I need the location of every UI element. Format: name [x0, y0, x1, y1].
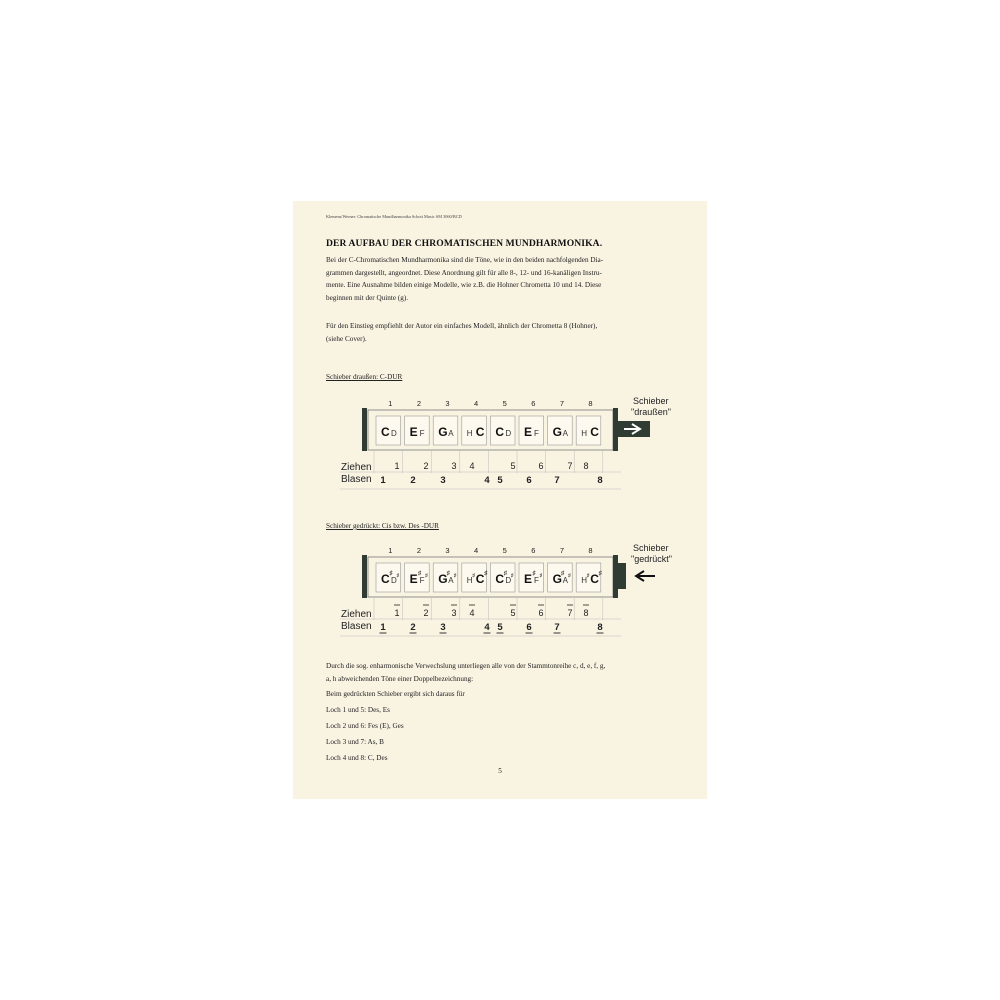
d2-sharp-sign: ♯	[561, 570, 565, 577]
d1-draw-note: F	[534, 429, 539, 438]
d2-sharp-sign: ♯	[389, 570, 393, 577]
d2-slider-label: Schieber	[633, 543, 669, 553]
d2-blow-note: C	[590, 572, 599, 586]
d1-draw-note: A	[562, 429, 568, 438]
d1-draw-note: D	[505, 429, 512, 438]
d2-draw-note: F	[419, 576, 425, 585]
d2-blow-note: G	[438, 572, 448, 586]
d1-draw-note: A	[448, 429, 454, 438]
d2-sharp-sign: ♯	[586, 573, 590, 579]
d2-blasen-label: Blasen	[341, 621, 372, 632]
d2-hole-number: 1	[388, 546, 393, 555]
d1-hole-number: 5	[502, 399, 507, 408]
enharmonic-line: Durch die sog. enharmonische Verwechslung unterliegen alle von der Stammtonreihe c, d, e, f, g,	[326, 662, 606, 670]
d1-slider-label: Schieber	[633, 396, 669, 406]
d2-blasen-number: 2	[410, 622, 416, 633]
d2-sharp-sign: ♯	[503, 570, 508, 577]
d2-sharp-sign: ♯	[598, 570, 602, 577]
d2-hole-number: 5	[502, 546, 507, 555]
d2-ziehen-number: 8	[583, 608, 589, 618]
d2-hole-number: 6	[531, 546, 536, 555]
d2-blow-note: C	[475, 572, 485, 586]
d1-blow-note: C	[495, 425, 505, 439]
d2-hole-number: 4	[474, 546, 479, 555]
d2-draw-note: F	[534, 576, 539, 585]
d2-blow-note: E	[524, 572, 533, 586]
holes-list-item: Loch 3 und 7: As, B	[326, 738, 384, 746]
d1-hole-number: 7	[559, 399, 564, 408]
d2-blow-note: C	[381, 572, 390, 586]
d2-ziehen-number: 5	[510, 608, 516, 618]
d2-blasen-number: 5	[497, 622, 503, 633]
pressed-intro: Beim gedrückten Schieber ergibt sich daraus für	[326, 690, 465, 698]
d2-blasen-number: 4	[484, 622, 490, 633]
d1-blow-note: G	[438, 425, 448, 439]
recommend-line: Für den Einstieg empfiehlt der Autor ein einfaches Modell, ähnlich der Chrometta 8 (Hohner),	[326, 322, 598, 330]
d2-ziehen-number: 3	[451, 608, 457, 618]
d2-draw-note: H	[581, 576, 587, 585]
harmonica-diagram-c-dur	[293, 391, 707, 501]
diagram2-label: Schieber gedrückt: Cis bzw. Des -DUR	[326, 522, 439, 530]
page-number: 5	[498, 767, 502, 775]
d1-blasen-number: 3	[440, 475, 446, 486]
d1-blow-note: G	[552, 425, 562, 439]
d1-blasen-label: Blasen	[341, 474, 372, 485]
d1-slider-label: "draußen"	[631, 407, 671, 417]
intro-line: beginnen mit der Quinte (g).	[326, 293, 409, 302]
d2-hole-number: 8	[588, 546, 593, 555]
d1-draw-note: H	[581, 429, 587, 438]
d2-ziehen-number: 1	[394, 608, 400, 618]
d2-right-end-bar	[613, 555, 618, 598]
d1-draw-note: F	[419, 429, 425, 438]
d1-draw-note: H	[466, 429, 473, 438]
running-header: Klemens/Werner: Chromatische Mundharmonika Schott Music SM 3060/BCD	[326, 214, 462, 219]
d2-ziehen-number: 7	[567, 608, 573, 618]
d2-sharp-sign: ♯	[539, 573, 543, 579]
intro-paragraph	[326, 254, 698, 304]
d1-ziehen-number: 8	[583, 461, 589, 471]
d1-blasen-number: 8	[597, 475, 603, 486]
d2-left-end-bar	[362, 555, 367, 598]
d1-blasen-number: 6	[526, 475, 532, 486]
d1-blasen-number: 1	[380, 475, 386, 486]
d1-right-end-bar	[613, 408, 618, 451]
d2-sharp-sign: ♯	[532, 570, 536, 577]
d2-ziehen-number: 4	[469, 608, 475, 618]
d1-ziehen-number: 5	[510, 461, 516, 471]
d1-hole-number: 6	[531, 399, 536, 408]
d1-blasen-number: 7	[554, 475, 560, 486]
d1-ziehen-label: Ziehen	[341, 462, 372, 473]
d2-sharp-sign: ♯	[510, 573, 514, 579]
enharmonic-line: a, h abweichenden Töne einer Doppelbezeichnung:	[326, 674, 474, 683]
d2-sharp-sign: ♯	[453, 573, 457, 579]
d2-sharp-sign: ♯	[484, 570, 488, 577]
d2-sharp-sign: ♯	[472, 573, 476, 579]
intro-line: Bei der C-Chromatischen Mundharmonika sind die Töne, wie in den beiden nachfolgenden Dia-	[326, 256, 604, 264]
d1-ziehen-number: 7	[567, 461, 573, 471]
d1-hole-number: 8	[588, 399, 593, 408]
d2-sharp-sign: ♯	[396, 573, 400, 579]
d2-slider-knob	[618, 563, 626, 589]
d1-draw-note: D	[391, 429, 397, 438]
d2-blow-note: C	[495, 572, 505, 586]
d2-blasen-number: 7	[554, 622, 560, 633]
holes-list-item: Loch 2 und 6: Fes (E), Ges	[326, 722, 404, 730]
d1-blow-note: C	[475, 425, 485, 439]
d1-ziehen-number: 6	[538, 461, 544, 471]
recommend-line: (siehe Cover).	[326, 334, 367, 343]
d1-hole-number: 1	[388, 399, 393, 408]
d1-ziehen-number: 1	[394, 461, 400, 471]
d2-blasen-number: 8	[597, 622, 603, 633]
d2-draw-note: A	[562, 576, 568, 585]
holes-list-item: Loch 4 und 8: C, Des	[326, 754, 388, 762]
d1-blow-note: C	[590, 425, 599, 439]
d1-ziehen-number: 2	[423, 461, 429, 471]
d1-blow-note: E	[524, 425, 533, 439]
d2-hole-number: 2	[416, 546, 421, 555]
d2-hole-number: 7	[559, 546, 564, 555]
d1-blasen-number: 4	[484, 475, 490, 486]
d2-ziehen-number: 6	[538, 608, 544, 618]
d2-slider-label: "gedrückt"	[631, 554, 672, 564]
recommend-paragraph	[326, 320, 698, 345]
d2-blasen-number: 3	[440, 622, 446, 633]
d1-blow-note: C	[381, 425, 390, 439]
enharmonic-paragraph	[326, 660, 698, 685]
d1-blow-note: E	[409, 425, 418, 439]
d2-sharp-sign: ♯	[446, 570, 450, 577]
book-page	[293, 201, 707, 799]
d2-arrow-left-icon	[636, 571, 655, 581]
holes-list-item: Loch 1 und 5: Des, Es	[326, 706, 390, 714]
d1-hole-number: 3	[445, 399, 450, 408]
d2-draw-note: D	[505, 576, 512, 585]
d2-sharp-sign: ♯	[568, 573, 571, 579]
d2-ziehen-label: Ziehen	[341, 609, 372, 620]
d2-draw-note: A	[448, 576, 454, 585]
d1-hole-number: 2	[416, 399, 421, 408]
d2-draw-note: H	[466, 576, 473, 585]
d1-blasen-number: 5	[497, 475, 503, 486]
d2-sharp-sign: ♯	[425, 573, 428, 579]
harmonica-diagram-cis-dur	[293, 538, 707, 648]
intro-line: mente. Eine Ausnahme bilden einige Modelle, wie z.B. die Hohner Chrometta 10 und 14. Diese	[326, 281, 602, 289]
d2-blow-note: E	[409, 572, 418, 586]
d2-hole-number: 3	[445, 546, 450, 555]
d2-blasen-number: 1	[380, 622, 386, 633]
d2-sharp-sign: ♯	[418, 570, 422, 577]
d1-blasen-number: 2	[410, 475, 416, 486]
d2-ziehen-number: 2	[423, 608, 429, 618]
d2-draw-note: D	[391, 576, 397, 585]
d1-ziehen-number: 4	[469, 461, 475, 471]
d1-hole-number: 4	[474, 399, 479, 408]
d2-blow-note: G	[552, 572, 562, 586]
intro-line: grammen dargestellt, angeordnet. Diese Anordnung gilt für alle 8-, 12- und 16-kanäligen Instru-	[326, 268, 602, 277]
d1-left-end-bar	[362, 408, 367, 451]
d1-ziehen-number: 3	[451, 461, 457, 471]
diagram1-label: Schieber draußen: C-DUR	[326, 373, 403, 381]
page-title: DER AUFBAU DER CHROMATISCHEN MUNDHARMONIKA.	[326, 238, 603, 249]
d2-blasen-number: 6	[526, 622, 532, 633]
